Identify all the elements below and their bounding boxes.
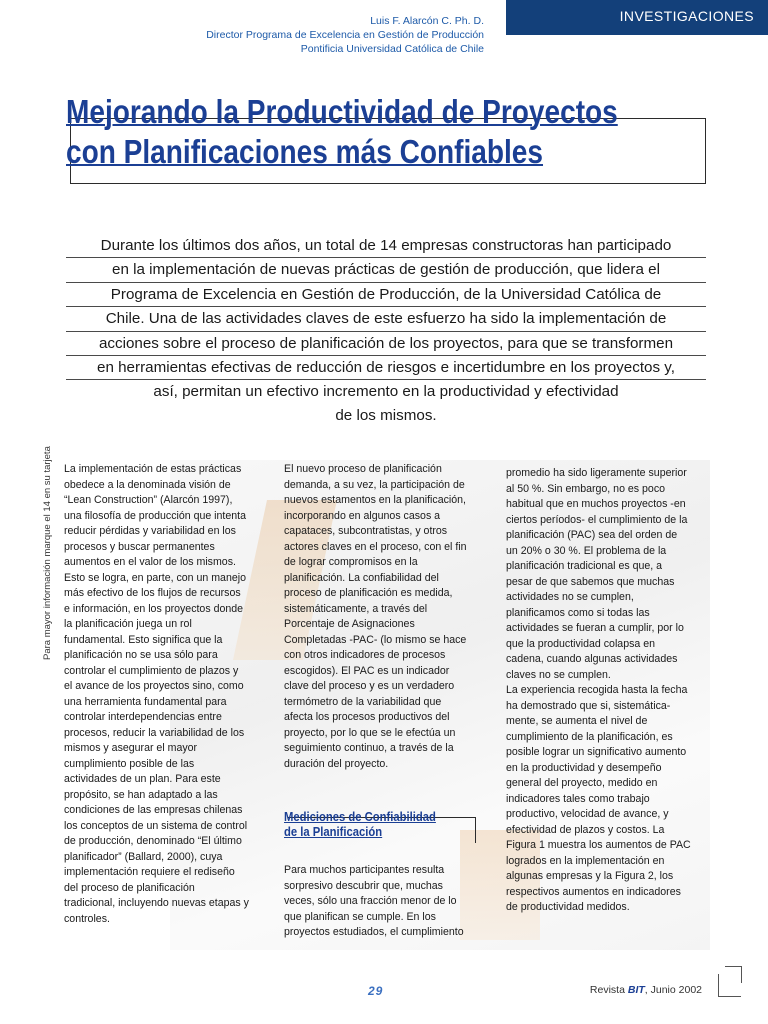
- column3-line: respectivos aumentos en indicadores: [506, 885, 681, 898]
- column2-line: escogidos). El PAC es un indicador: [284, 664, 450, 677]
- column3-line: un 20% o 30 %. El problema de la: [506, 544, 667, 557]
- side-note-text: Para mayor información marque el 14 en su tarjeta: [42, 446, 53, 660]
- author-name: Luis F. Alarcón C. Ph. D.: [370, 15, 484, 27]
- lead-paragraph: [66, 234, 706, 427]
- column3-line: ciertos períodos- el cumplimiento de la: [506, 513, 688, 526]
- column3-line: planificación tradicional es que, a: [506, 560, 663, 572]
- column3-line: planificamos como si todas las: [506, 606, 650, 619]
- column2-line: actores claves en el proceso, con el fin: [284, 540, 467, 553]
- column3-line: cadena, cuando algunas actividades: [506, 653, 678, 665]
- column1-line: procesos y buscar permanentes: [64, 540, 215, 553]
- column1-line: una filosofía de producción que intenta: [64, 509, 246, 522]
- article-title: [66, 92, 618, 172]
- column2-line: con otros indicadores de procesos: [284, 649, 446, 661]
- column1-line: controlar interdependencias entre: [64, 711, 222, 723]
- body-column-1: [64, 462, 269, 927]
- column1-line: controles.: [64, 912, 110, 925]
- author-institution: Pontificia Universidad Católica de Chile: [300, 43, 484, 55]
- column2-line: proceso de planificación es medida,: [284, 587, 453, 599]
- column1-line: más efectivo de los flujos de recursos: [64, 587, 241, 599]
- body-column-2: [284, 462, 480, 772]
- column3-line: claves no se cumplen.: [506, 668, 611, 681]
- column2-line: proyecto, por lo que se le efectúa un: [284, 726, 456, 739]
- body-column-3: [506, 466, 706, 916]
- lead-line: en herramientas efectivas de reducción de riesgos e incertidumbre en los proyectos y,: [66, 356, 706, 380]
- column1-line: del proceso de planificación: [64, 881, 195, 894]
- title-line-1: Mejorando la Productividad de Proyectos: [66, 93, 618, 130]
- column1-line: de producción, denominado “El último: [64, 835, 242, 847]
- subheading-line-2: de la Planificación: [284, 825, 383, 839]
- lead-line: Chile. Una de las actividades claves de este esfuerzo ha sido la implementación de: [66, 307, 706, 331]
- column3-line: productivo, velocidad de avance, y: [506, 808, 669, 820]
- magazine-brand: BIT: [627, 984, 645, 996]
- column3-line: mente, se aumenta el nivel de: [506, 715, 648, 727]
- column1-line: implementación requiere el rediseño: [64, 866, 235, 878]
- column3-line: posible lograr un significativo aumento: [506, 746, 687, 758]
- column2-line: planificación. La confiabilidad del: [284, 571, 439, 584]
- column3-line: al 50 %. Sin embargo, no es poco: [506, 482, 666, 495]
- column3-line: actividades se fueran a cumplir, por lo: [506, 622, 684, 634]
- column1-line: Esto se logra, en parte, con un manejo: [64, 571, 246, 584]
- column1-line: una herramienta fundamental para: [64, 695, 227, 708]
- column1-line: fundamental. Esto significa que la: [64, 633, 223, 646]
- subheading: [284, 810, 436, 840]
- column3-line: habitual que en muchos proyectos -en: [506, 498, 686, 510]
- column2-line: termómetro de la variabilidad que: [284, 695, 442, 708]
- column2-line: clave del proceso y es un verdadero: [284, 680, 455, 692]
- column3-line: en la productividad y desempeño: [506, 761, 662, 774]
- column1-line: cumplimiento posible de las: [64, 757, 195, 770]
- column2b-line: Para muchos participantes resulta: [284, 864, 445, 876]
- column2-line: incorporando en algunos casos a: [284, 509, 441, 522]
- column3-line: efectividad de plazos y costos. La: [506, 823, 665, 836]
- column1-line: procesos, reducir la variabilidad de los: [64, 726, 245, 739]
- lead-line: Durante los últimos dos años, un total de 14 empresas constructoras han participado: [66, 234, 706, 258]
- column2-line: sistemáticamente, a través del: [284, 602, 428, 615]
- column1-line: el avance de los proyectos sino, como: [64, 680, 244, 692]
- lead-line: Programa de Excelencia en Gestión de Producción, de la Universidad Católica de: [66, 283, 706, 307]
- column1-line: tradicional, incluyendo nuevas etapas y: [64, 897, 249, 909]
- column2-line: duración del proyecto.: [284, 757, 389, 770]
- column2b-line: veces, sólo una fracción menor de lo: [284, 895, 457, 907]
- column3-line: La experiencia recogida hasta la fecha: [506, 684, 688, 696]
- column1-line: controlar el cumplimiento de plazos y: [64, 664, 239, 677]
- column3-line: Figura 1 muestra los aumentos de PAC: [506, 839, 691, 851]
- column2b-line: sorpresivo descubrir que, muchas: [284, 879, 443, 892]
- column2-line: seguimiento continuo, a través de la: [284, 742, 454, 754]
- column3-line: cumplimiento de la planificación, es: [506, 730, 673, 743]
- column1-line: condiciones de las empresas chilenas: [64, 804, 243, 816]
- magazine-footer: [590, 984, 702, 996]
- column1-line: los conceptos de un sistema de control: [64, 819, 248, 832]
- column2-line: de lograr compromisos en la: [284, 556, 418, 568]
- corner-mark-icon: [718, 974, 741, 997]
- column1-line: La implementación de estas prácticas: [64, 463, 242, 475]
- body-column-2-continued: [284, 863, 480, 941]
- column3-line: logrados en la implementación en: [506, 854, 665, 867]
- section-label: INVESTIGACIONES: [506, 0, 768, 35]
- column1-line: planificador” (Ballard, 2000), cuya: [64, 850, 223, 863]
- lead-line: de los mismos.: [335, 406, 437, 424]
- title-line-2: con Planificaciones más Confiables: [66, 133, 544, 170]
- column1-line: la planificación juega un rol: [64, 618, 192, 630]
- column3-line: planificación (PAC) sea del orden de: [506, 529, 678, 541]
- column3-line: actividades no se cumplen,: [506, 591, 634, 603]
- column1-line: obedece a la denominada visión de: [64, 478, 231, 491]
- column3-line: promedio ha sido ligeramente superior: [506, 467, 687, 479]
- column3-line: ha demostrado que si, sistemática-: [506, 699, 671, 712]
- column1-line: actividades de un plan. Para este: [64, 773, 221, 785]
- column2-line: afecta los procesos productivos del: [284, 711, 450, 723]
- column1-line: propósito, se han adaptado a las: [64, 788, 218, 801]
- column2-line: nuevos estamentos en la planificación,: [284, 494, 466, 506]
- column2b-line: proyectos estudiados, el cumplimiento: [284, 926, 464, 938]
- column2-line: Porcentaje de Asignaciones: [284, 618, 415, 630]
- column2-line: Completadas -PAC- (lo mismo se hace: [284, 633, 467, 646]
- page-number: 29: [368, 984, 384, 998]
- column2-line: El nuevo proceso de planificación: [284, 463, 442, 475]
- column3-line: algunas empresas y la Figura 2, los: [506, 870, 674, 882]
- column1-line: reducir pérdidas y variabilidad en los: [64, 525, 236, 537]
- issue-date: , Junio 2002: [644, 984, 702, 996]
- column1-line: e información, en los proyectos donde: [64, 602, 244, 615]
- column3-line: que la productividad colapsa en: [506, 637, 656, 650]
- author-block: [206, 14, 484, 56]
- subheading-line-1: Mediciones de Confiabilidad: [284, 810, 436, 824]
- magazine-prefix: Revista: [589, 984, 625, 996]
- author-role: Director Programa de Excelencia en Gestión de Producción: [206, 29, 484, 41]
- column3-line: de productividad medidos.: [506, 901, 630, 913]
- column2-line: demanda, a su vez, la participación de: [284, 478, 465, 491]
- lead-line: en la implementación de nuevas prácticas de gestión de producción, que lidera el: [66, 258, 706, 282]
- column2-line: capataces, subcontratistas, y otros: [284, 525, 448, 537]
- column1-line: mismos y asegurar el mayor: [64, 742, 198, 754]
- column3-line: general del proyecto, medido en: [506, 777, 658, 789]
- column3-line: indicadores tales como trabajo: [506, 792, 650, 805]
- column1-line: “Lean Construction” (Alarcón 1997),: [64, 494, 233, 506]
- column1-line: planificación no se usa sólo para: [64, 649, 218, 661]
- column2b-line: que planifican se cumple. En los: [284, 910, 436, 923]
- column3-line: pesar de que sabemos que muchas: [506, 575, 675, 588]
- column1-line: aumentos en el valor de los mismos.: [64, 556, 236, 568]
- lead-line: así, permitan un efectivo incremento en la productividad y efectividad: [153, 383, 619, 401]
- lead-line: acciones sobre el proceso de planificación de los proyectos, para que se transformen: [66, 332, 706, 356]
